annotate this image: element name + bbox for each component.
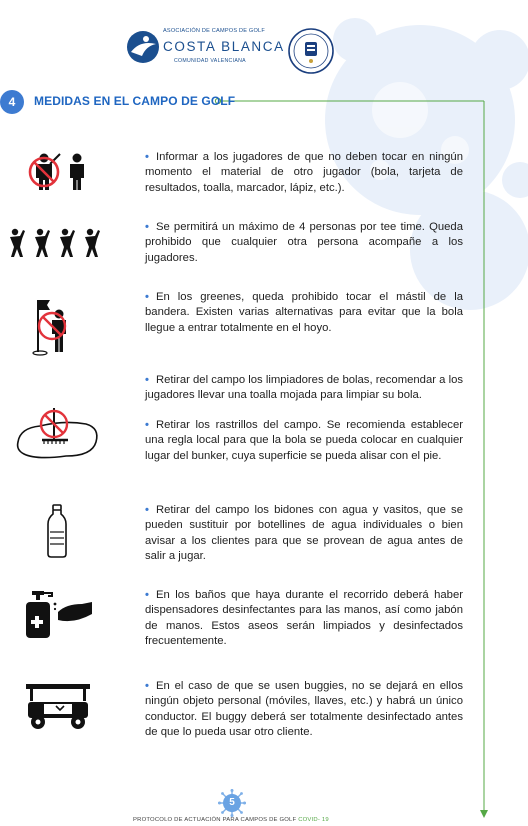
header <box>0 0 528 80</box>
list-item <box>145 290 463 336</box>
bullet: • <box>145 221 149 233</box>
logo-sub-text: COMUNIDAD VALENCIANA <box>174 58 246 64</box>
logo-small-text: ASOCIACIÓN DE CAMPOS DE GOLF <box>163 28 265 34</box>
list-item <box>145 679 463 741</box>
list-item <box>145 150 463 196</box>
hand-sanitizer-icon <box>22 590 94 640</box>
bullet: • <box>145 504 149 516</box>
item-text: En los greenes, queda prohibido tocar el mástil de la bandera. Existen varias alternativas para evitar que la bola llegue a entrar totalmente en el hoyo. <box>145 291 463 334</box>
no-touch-icon <box>26 152 90 192</box>
bullet: • <box>145 151 149 163</box>
page-number: 5 <box>229 797 235 808</box>
no-rake-icon <box>14 402 100 464</box>
logo-big-text: COSTA BLANCA <box>163 39 285 54</box>
item-text: Retirar los rastrillos del campo. Se recomienda establecer una regla local para que la bola se pueda colocar en cualquier lugar del bunker, cuya superficie se pueda alisar con el pie. <box>145 419 463 462</box>
four-golfers-icon <box>4 228 104 258</box>
bullet: • <box>145 419 149 431</box>
list-item <box>145 503 463 565</box>
item-text: En los baños que haya durante el recorrido deberá haber dispensadores desinfectantes para las manos, así como jabón de manos. Estos aseos serán limpiados y desinfectados frecuentemente. <box>145 589 463 648</box>
item-text: Retirar del campo los limpiadores de bolas, recomendar a los jugadores llevar una toalla mojada para limpiar su bola. <box>145 374 464 402</box>
golf-buggy-icon <box>22 682 94 732</box>
acg-costa-blanca-logo <box>126 28 285 68</box>
item-text: En el caso de que se usen buggies, no se dejará en ellos ningún objeto personal (móviles, llaves, etc.) y habrá un único conductor. El buggy deberá ser totalmente desinfectado antes de que lo pueda usar otro cliente. <box>145 680 463 739</box>
list-item <box>145 220 463 266</box>
bullet: • <box>145 589 149 601</box>
section-title: MEDIDAS EN EL CAMPO DE GOLF <box>34 94 236 108</box>
list-item <box>145 418 463 464</box>
federation-seal-icon <box>287 27 335 75</box>
bullet: • <box>145 291 149 303</box>
no-flagstick-icon <box>32 296 78 358</box>
item-text: Retirar del campo los bidones con agua y vasitos, que se pueden sustituir por botellines de agua individuales o bien avisar a los clientes para que se provean de agua antes de salir a jugar. <box>145 504 463 563</box>
item-text: Informar a los jugadores de que no deben tocar en ningún momento el material de otro jugador (bola, tarjeta de resultados, toalla, marcador, lápiz, etc.). <box>145 151 463 194</box>
water-bottle-icon <box>46 504 68 558</box>
list-item <box>145 373 463 404</box>
item-text: Se permitirá un máximo de 4 personas por tee time. Queda prohibido que cualquier otra persona acompañe a los jugadores. <box>145 221 463 264</box>
bullet: • <box>145 374 149 386</box>
footer-covid-text: COVID- 19 <box>298 817 329 823</box>
bullet: • <box>145 680 149 692</box>
list-item <box>145 588 463 650</box>
section-number-badge: 4 <box>0 90 24 114</box>
footer <box>0 780 528 826</box>
golfer-emblem-icon <box>126 30 160 64</box>
footer-protocol-text: PROTOCOLO DE ACTUACIÓN PARA CAMPOS DE GOLF <box>133 817 297 823</box>
